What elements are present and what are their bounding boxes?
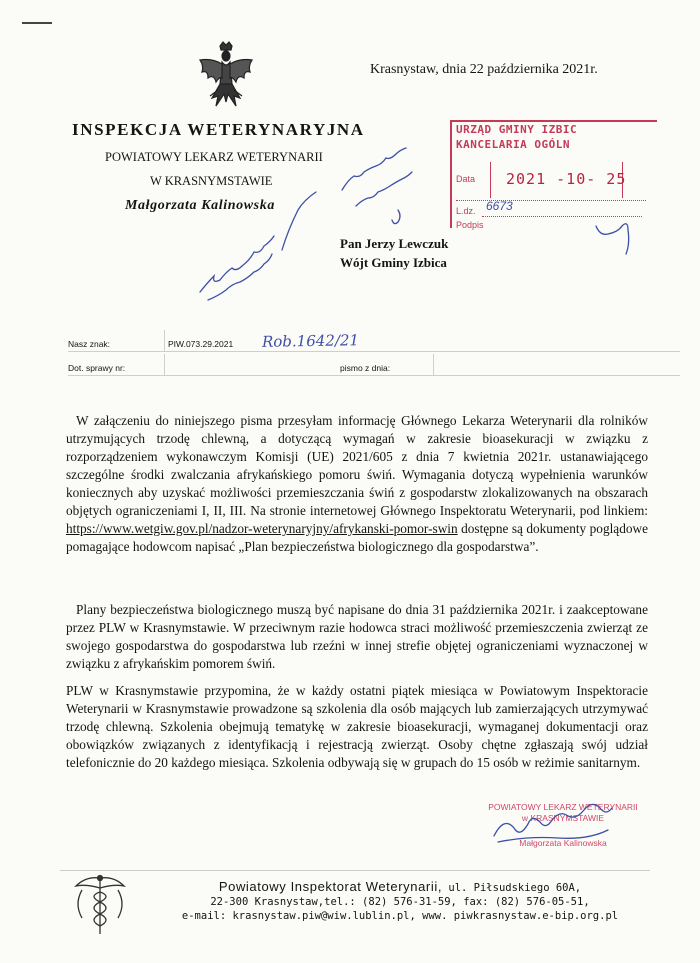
nasz-znak-value: PIW.073.29.2021 — [168, 339, 234, 349]
letter-date: Krasnystaw, dnia 22 października 2021r. — [370, 62, 598, 77]
stamp-office-subtitle: KANCELARIA OGÓLN — [456, 138, 570, 151]
stamp-ldz-label: L.dz. — [456, 206, 476, 216]
dot-sprawy-label: Dot. sprawy nr: — [68, 363, 126, 373]
stamp-date-label: Data — [456, 174, 476, 184]
department-name: POWIATOWY LEKARZ WETERYNARII — [105, 150, 323, 164]
officer-name: Małgorzata Kalinowska — [125, 198, 275, 213]
department-city: W KRASNYMSTAWIE — [150, 174, 273, 188]
institution-name: INSPEKCJA WETERYNARYJNA — [72, 120, 365, 139]
footer-phone-line: 22-300 Krasnystaw,tel.: (82) 576-31-59, fax: (82) 576-05-51, — [210, 896, 590, 908]
handwritten-date-note — [342, 148, 406, 190]
footer-street: ul. Piłsudskiego 60A, — [448, 882, 582, 894]
eagle-emblem-icon — [196, 40, 256, 112]
recipient-name: Pan Jerzy Lewczuk — [340, 236, 449, 251]
received-stamp — [450, 120, 672, 230]
ref-row-nasz-znak — [68, 330, 680, 352]
paragraph-3: PLW w Krasnymstawie przypomina, że w każdy ostatni piątek miesiąca w Powiatowym Inspektoracie Weterynarii w Krasnymstawie prowadzone są szkolenia dla osób mających lub zamierzających utrzymywać trzodę chlewną. Szkolenia obejmują tematykę w zakresie bioasekuracji, wymaganej dokumentacji oraz obowiązków związanych z identyfikacją i rejestracją zwierząt. Osoby chętne zgłaszają swój udział telefonicznie do 20 każdego miesiąca. Szkolenia odbywają się w grupach do 15 osób w reżimie sanitarnym. — [66, 683, 648, 770]
nasz-znak-label: Nasz znak: — [68, 339, 111, 349]
scan-edge-mark — [22, 22, 52, 24]
stamp-podpis-label: Podpis — [456, 220, 484, 230]
signature-stamp — [478, 800, 648, 860]
recipient-title: Wójt Gminy Izbica — [340, 255, 447, 270]
paragraph-1-text-b: dostępne są dokumenty poglądowe pomagające hodowcom napisać „Plan bezpieczeństwa biologicznego dla gospodarstwa”. — [66, 521, 648, 554]
stamp-ldz-value: 6673 — [486, 199, 513, 213]
footer-rule — [60, 870, 650, 871]
recipient-block — [340, 234, 448, 272]
ref-row-dot-sprawy — [68, 354, 680, 376]
handwritten-reference-number: Rob.1642/21 — [261, 331, 360, 351]
stamp-office-title: URZĄD GMINY IZBIC — [456, 123, 578, 136]
paragraph-2: Plany bezpieczeństwa biologicznego muszą być napisane do dnia 31 października 2021r. i zaakceptowane przez PLW w Krasnymstawie. W przeciwnym razie hodowca straci możliwość przemieszczenia zwierząt ze swojego gospodarstwa do gospodarstwa lub rzeźni w innej strefie objętej ograniczeniami wyznaczonej w związku z afrykańskim pomorem świń. — [66, 602, 648, 671]
handwritten-decree-note — [200, 236, 274, 292]
signature-stamp-city: w KRASNYMSTAWIE — [521, 813, 605, 823]
signature-stamp-name: Małgorzata Kalinowska — [519, 838, 607, 848]
signature-stamp-title: POWIATOWY LEKARZ WETERYNARII — [488, 802, 638, 812]
gov-website-link[interactable]: https://www.wetgiw.gov.pl/nadzor-weterynaryjny/afrykanski-pomor-swin — [66, 521, 458, 536]
paragraph-1 — [66, 412, 648, 556]
pismo-z-dnia-label: pismo z dnia: — [340, 363, 391, 373]
footer-institution-name: Powiatowy Inspektorat Weterynarii, — [218, 879, 443, 894]
caduceus-icon — [70, 872, 130, 938]
paragraph-1-text-a: W załączeniu do niniejszego pisma przesyłam informację Głównego Lekarza Weterynarii dla rolników utrzymujących trzodę chlewną, a dotyczącą wymagań w zakresie bioasekuracji w związku z rozporządzeniem wykonawczym Komisji (UE) 2021/605 z dnia 7 kwietnia 2021r. ustanawiającego szczególne środki zwalczania afrykańskiego pomoru świń. Wymagania dotyczą wypełnienia warunków koniecznych aby uzyskać możliwości przemieszczania świń z gospodarstw zlokalizowanych na obszarach objętych ograniczeniami I, II, III. Na stronie internetowej Głównego Inspektoratu Weterynarii, pod linkiem: — [66, 413, 648, 518]
footer-email-line: e-mail: krasnystaw.piw@wiw.lublin.pl, www. piwkrasnystaw.e-bip.org.pl — [181, 910, 619, 922]
footer-contact — [140, 880, 660, 923]
stamp-date-value: 2021 -10- 25 — [506, 170, 627, 188]
